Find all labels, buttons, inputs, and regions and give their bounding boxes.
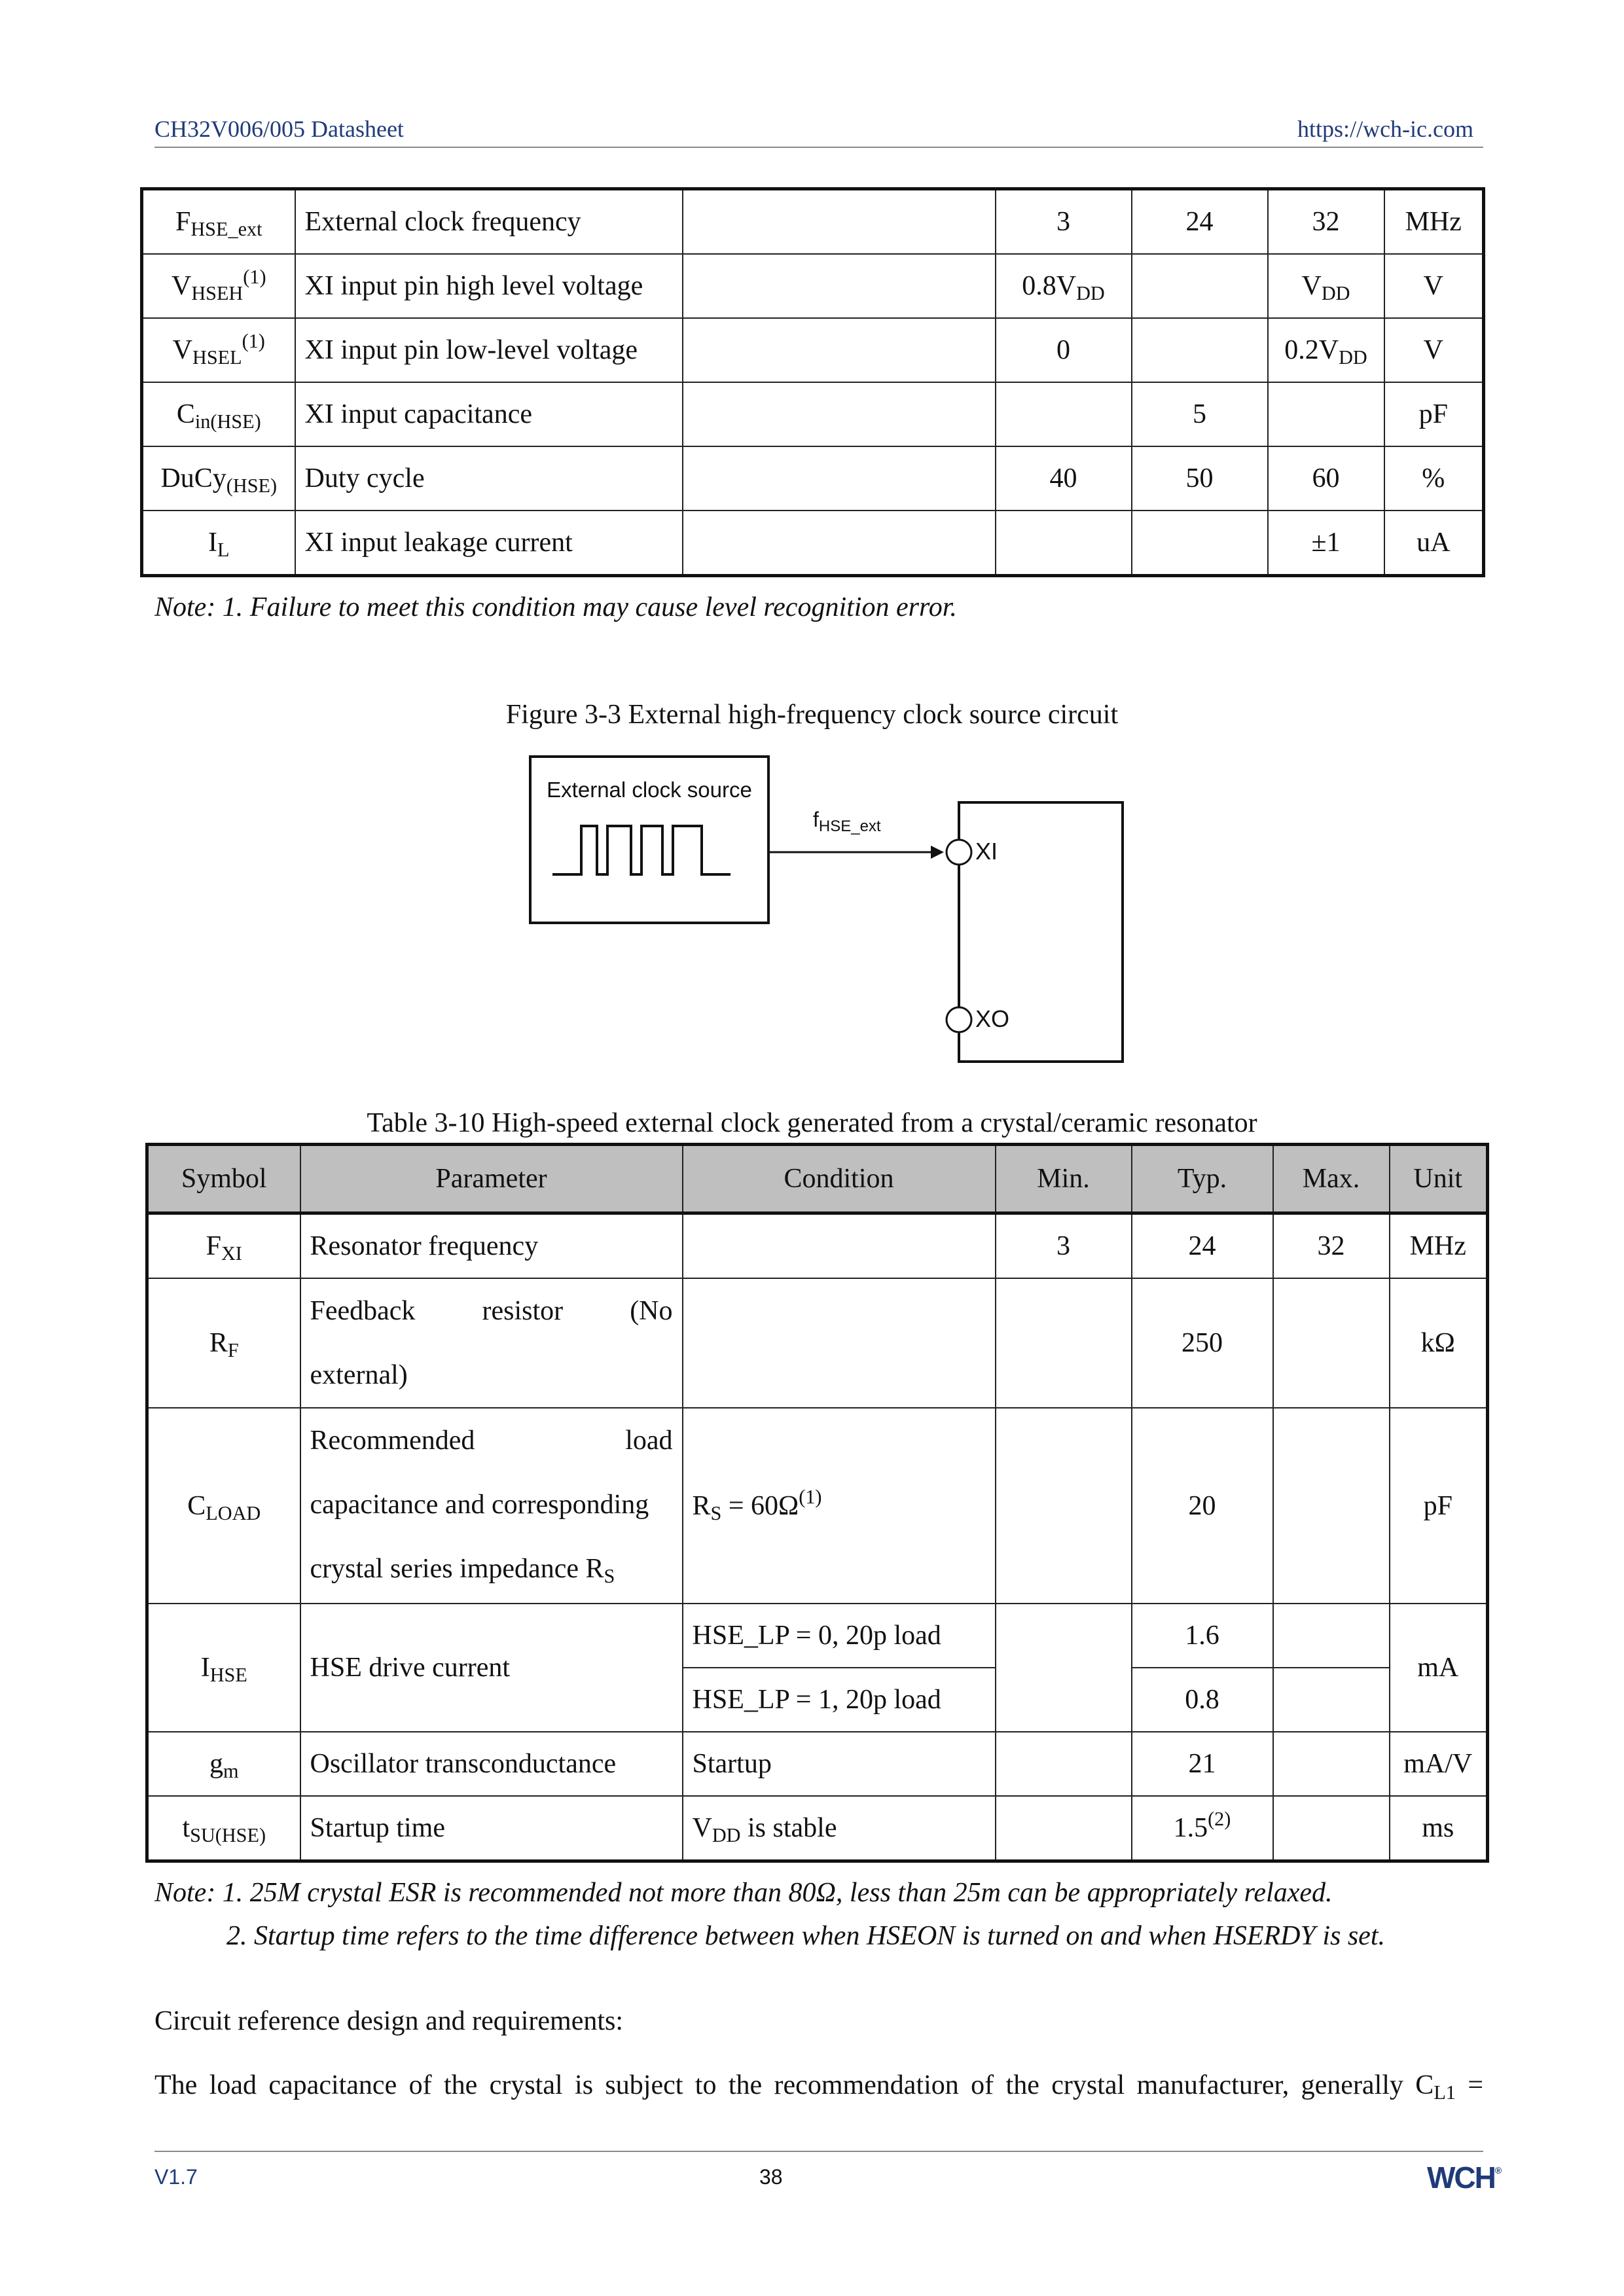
xo-pin [947,1007,971,1032]
header-symbol: Symbol [147,1145,300,1213]
min-cell: 0 [996,318,1132,382]
typ-cell: 1.6 [1132,1604,1273,1668]
unit-cell: uA [1384,511,1484,576]
unit-cell: ms [1390,1796,1488,1861]
typ-cell [1132,511,1268,576]
min-cell [996,1408,1132,1604]
crystal-resonator-table [145,1143,1489,1863]
header-divider [154,147,1483,148]
xo-label: XO [975,1005,1010,1032]
unit-cell: MHz [1384,189,1484,255]
signal-label: $f_{HSE\_ext}$ [813,808,881,835]
min-cell: 40 [996,446,1132,511]
unit-cell: % [1384,446,1484,511]
header-unit: Unit [1390,1145,1488,1213]
symbol-cell: $V_{HSEL}^{(1)}$ [142,318,295,382]
min-cell [996,511,1132,576]
table-row [142,382,1484,446]
typ-cell: 250 [1132,1278,1273,1408]
header-condition: Condition [683,1145,996,1213]
table-row [142,318,1484,382]
figure-caption: Figure 3-3 External high-frequency clock source circuit [505,700,1119,730]
circuit-design-heading: Circuit reference design and requirements: [154,2006,624,2036]
max-cell [1273,1668,1390,1732]
parameter-cell: Oscillator transconductance [300,1732,683,1796]
header-max: Max. [1273,1145,1390,1213]
header-url[interactable]: https://wch-ic.com [1297,116,1473,142]
max-cell: ±1 [1268,511,1384,576]
max-cell: 60 [1268,446,1384,511]
table-header-row [147,1145,1488,1213]
min-cell: $0.8V_{DD}$ [996,254,1132,318]
max-cell [1273,1408,1390,1604]
parameter-cell: Duty cycle [295,446,683,511]
header-min: Min. [996,1145,1132,1213]
table1-note: Note: 1. Failure to meet this condition may cause level recognition error. [154,592,957,622]
max-cell: 32 [1268,189,1384,255]
condition-cell [683,318,996,382]
parameter-line: Recommended load [310,1426,673,1456]
circuit-lines [524,749,1126,1076]
load-capacitance-paragraph: The load capacitance of the crystal is subject to the recommendation of the crystal manufacturer, generally $C_{L1}$ = [154,2070,1483,2104]
typ-cell: 24 [1132,189,1268,255]
table-row [147,1604,1488,1668]
max-cell: 32 [1273,1213,1390,1279]
unit-cell: V [1384,254,1484,318]
unit-cell: mA/V [1390,1732,1488,1796]
min-cell [996,382,1132,446]
typ-cell: 1.5$^{(2)}$ [1132,1796,1273,1861]
symbol-cell: $g_m$ [147,1732,300,1796]
typ-cell: 0.8 [1132,1668,1273,1732]
table-row [142,511,1484,576]
parameter-cell: Startup time [300,1796,683,1861]
max-cell [1273,1278,1390,1408]
symbol-cell: $F_{HSE\_ext}$ [142,189,295,255]
unit-cell: mA [1390,1604,1488,1732]
table2-note-1: Note: 1. 25M crystal ESR is recommended not more than 80Ω, less than 25m can be appropriately relaxed. [154,1878,1333,1908]
min-cell [996,1796,1132,1861]
parameter-line: external) [310,1360,408,1390]
symbol-cell: $I_L$ [142,511,295,576]
parameter-cell: XI input pin low-level voltage [295,318,683,382]
parameter-cell: External clock frequency [295,189,683,255]
symbol-cell: $V_{HSEH}^{(1)}$ [142,254,295,318]
symbol-cell: $F_{XI}$ [147,1213,300,1279]
symbol-cell: $C_{LOAD}$ [147,1408,300,1604]
parameter-line: Feedback resistor (No [310,1296,673,1326]
unit-cell: V [1384,318,1484,382]
typ-cell: 24 [1132,1213,1273,1279]
unit-cell: MHz [1390,1213,1488,1279]
parameter-line: crystal series impedance $R_S$ [310,1554,615,1588]
condition-cell [683,1278,996,1408]
parameter-cell [300,1278,683,1408]
min-cell [996,1604,1132,1732]
typ-cell: 5 [1132,382,1268,446]
external-clock-table [140,187,1485,577]
header-title: CH32V006/005 Datasheet [154,116,404,142]
min-cell [996,1732,1132,1796]
symbol-cell: $t_{SU(HSE)}$ [147,1796,300,1861]
parameter-cell: Resonator frequency [300,1213,683,1279]
max-cell [1273,1732,1390,1796]
max-cell [1268,382,1384,446]
max-cell [1273,1796,1390,1861]
table-row [142,446,1484,511]
xi-label: XI [975,838,998,865]
symbol-cell: $I_{HSE}$ [147,1604,300,1732]
unit-cell: kΩ [1390,1278,1488,1408]
xi-pin [947,840,971,865]
max-cell: $0.2V_{DD}$ [1268,318,1384,382]
footer-version: V1.7 [154,2165,198,2189]
unit-cell: pF [1390,1408,1488,1604]
table-row [147,1213,1488,1279]
page-number: 38 [759,2165,783,2189]
condition-cell: HSE_LP = 1, 20p load [683,1668,996,1732]
min-cell: 3 [996,189,1132,255]
unit-cell: pF [1384,382,1484,446]
footer-divider [154,2151,1483,2152]
condition-cell [683,189,996,255]
table-row [147,1278,1488,1408]
condition-cell [683,1213,996,1279]
symbol-cell: DuCy$_{(HSE)}$ [142,446,295,511]
condition-cell [683,254,996,318]
table2-caption: Table 3-10 High-speed external clock generated from a crystal/ceramic resonator [367,1108,1257,1138]
symbol-cell: $R_F$ [147,1278,300,1408]
min-cell: 3 [996,1213,1132,1279]
table-row [147,1732,1488,1796]
parameter-cell: XI input leakage current [295,511,683,576]
table2-note-2: 2. Startup time refers to the time difference between when HSEON is turned on and when HSERDY is set. [226,1921,1385,1951]
condition-cell: HSE_LP = 0, 20p load [683,1604,996,1668]
header-typ: Typ. [1132,1145,1273,1213]
header-parameter: Parameter [300,1145,683,1213]
typ-cell: 50 [1132,446,1268,511]
max-cell [1273,1604,1390,1668]
typ-cell [1132,318,1268,382]
max-cell: $V_{DD}$ [1268,254,1384,318]
typ-cell [1132,254,1268,318]
parameter-cell: HSE drive current [300,1604,683,1732]
condition-cell: $R_S = 60\Omega^{(1)}$ [683,1408,996,1604]
parameter-cell: XI input capacitance [295,382,683,446]
wch-logo: WCH® [1427,2161,1501,2195]
external-clock-source-label: External clock source [547,778,752,802]
typ-cell: 20 [1132,1408,1273,1604]
square-wave [552,826,731,874]
table-row [147,1796,1488,1861]
condition-cell [683,382,996,446]
min-cell [996,1278,1132,1408]
arrow-head [931,846,944,859]
symbol-cell: $C_{in(HSE)}$ [142,382,295,446]
parameter-line: capacitance and corresponding [310,1490,649,1520]
table-row [142,189,1484,255]
condition-cell: $V_{DD}$ is stable [683,1796,996,1861]
condition-cell: Startup [683,1732,996,1796]
table-row [142,254,1484,318]
condition-cell [683,511,996,576]
parameter-cell: XI input pin high level voltage [295,254,683,318]
typ-cell: 21 [1132,1732,1273,1796]
condition-cell [683,446,996,511]
table-row [147,1408,1488,1604]
parameter-cell [300,1408,683,1604]
clock-source-diagram [524,749,1126,1076]
